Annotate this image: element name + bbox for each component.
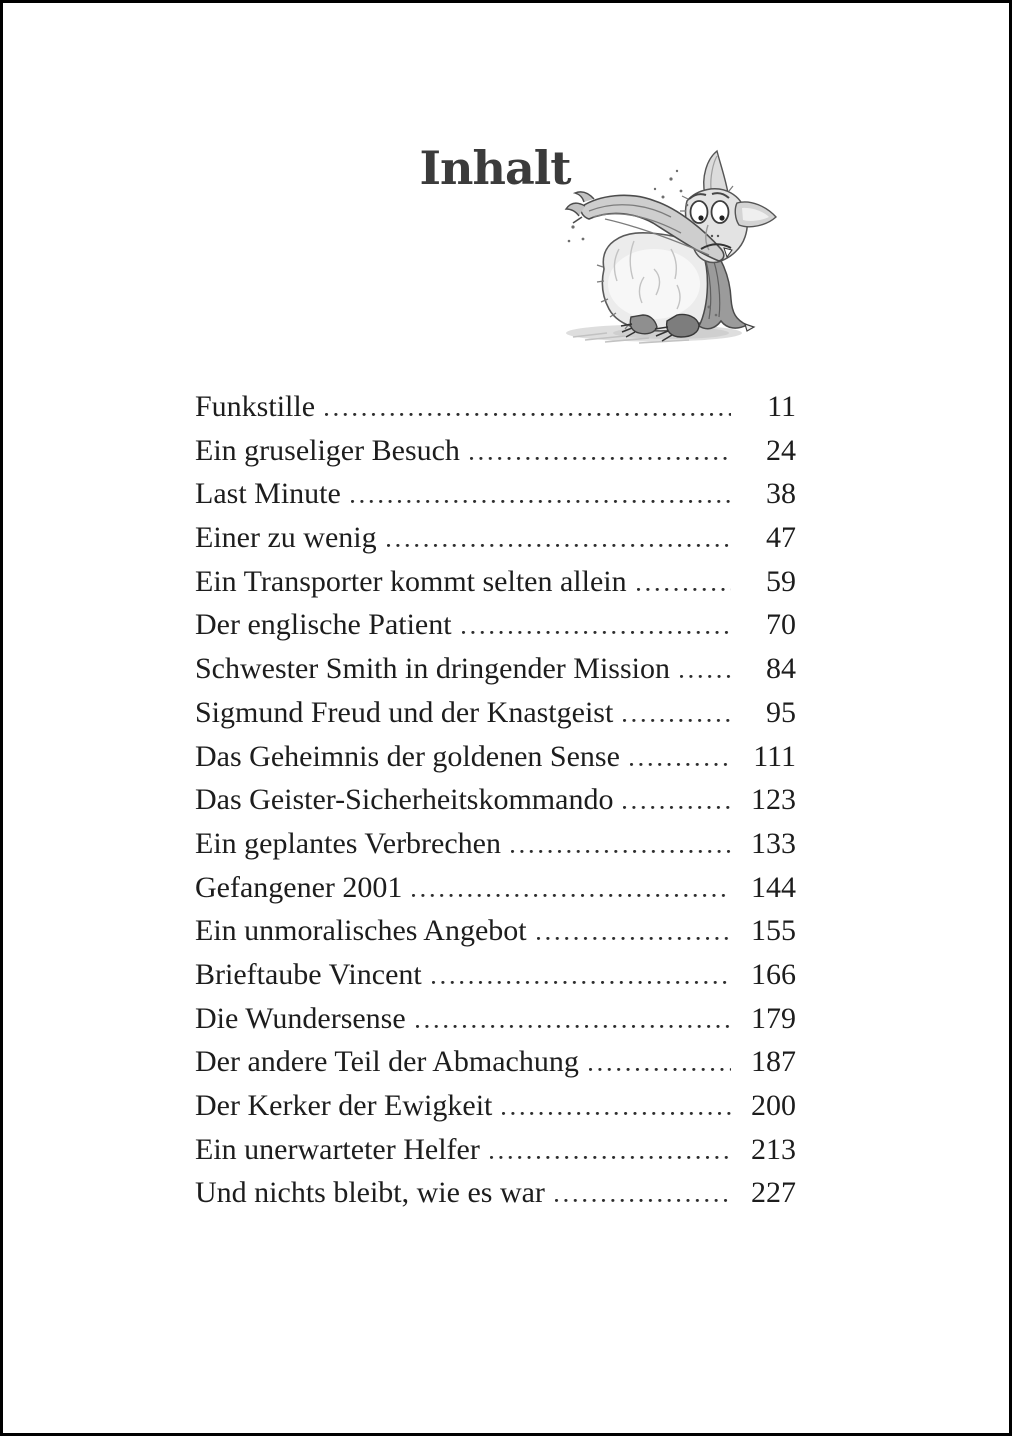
- toc-entry-page: 200: [751, 1089, 796, 1122]
- dot-leader: [325, 385, 731, 429]
- toc-row: [195, 516, 796, 560]
- toc-row: [195, 822, 796, 866]
- dot-leader: [537, 909, 731, 953]
- toc-row: [195, 647, 796, 691]
- toc-entry-page: 144: [751, 870, 796, 904]
- toc-list: [195, 385, 796, 1215]
- dot-leader: [351, 472, 731, 516]
- toc-entry-page: 111: [753, 739, 796, 773]
- toc-entry-title: Der Kerker der Ewigkeit: [195, 1089, 493, 1122]
- dot-leader: [511, 822, 731, 866]
- toc-row: [195, 1040, 796, 1084]
- toc-entry-page: 24: [766, 433, 796, 467]
- dot-leader: [462, 603, 731, 647]
- toc-entry-title: Die Wundersense: [195, 1001, 406, 1035]
- toc-entry-page: 47: [766, 521, 796, 555]
- toc-row: [195, 866, 796, 910]
- toc-row: [195, 691, 796, 735]
- toc-entry-page: 227: [751, 1176, 796, 1210]
- toc-entry-title: Schwester Smith in dringender Mission: [195, 652, 670, 686]
- toc-entry-title: Brieftaube Vincent: [195, 957, 422, 991]
- dot-leader: [623, 691, 731, 735]
- toc-entry-page: 59: [766, 564, 796, 598]
- toc-row: [195, 385, 796, 429]
- toc-entry-title: Ein Transporter kommt selten allein: [195, 564, 627, 598]
- toc-row: [195, 1084, 796, 1128]
- toc-entry-page: 84: [766, 652, 796, 686]
- dot-leader: [432, 953, 731, 997]
- dot-leader: [589, 1040, 731, 1084]
- toc-entry-title: Ein unerwarteter Helfer: [195, 1132, 480, 1166]
- dot-leader: [387, 516, 731, 560]
- toc-entry-page: 11: [767, 390, 796, 423]
- toc-row: [195, 429, 796, 473]
- toc-row: [195, 778, 796, 822]
- dot-leader: [623, 778, 731, 822]
- toc-row: [195, 560, 796, 604]
- toc-entry-title: Ein unmoralisches Angebot: [195, 914, 527, 948]
- toc-entry-page: 166: [751, 957, 796, 991]
- toc-entry-page: 95: [766, 695, 796, 729]
- dot-leader: [630, 735, 731, 779]
- toc-entry-title: Last Minute: [195, 477, 341, 511]
- toc-entry-title: Sigmund Freud und der Knastgeist: [195, 695, 614, 729]
- toc-entry-page: 155: [751, 914, 796, 948]
- toc-row: [195, 1171, 796, 1215]
- toc-entry-title: Der andere Teil der Abmachung: [195, 1045, 579, 1079]
- dot-leader: [680, 647, 731, 691]
- toc-row: [195, 953, 796, 997]
- dot-leader: [502, 1084, 731, 1128]
- toc-entry-title: Und nichts bleibt, wie es war: [195, 1176, 545, 1210]
- toc-entry-page: 179: [751, 1001, 796, 1035]
- toc-row: [195, 603, 796, 647]
- toc-entry-page: 70: [766, 608, 796, 642]
- toc-entry-title: Einer zu wenig: [195, 521, 377, 555]
- dot-leader: [555, 1171, 731, 1215]
- dot-leader: [412, 866, 731, 910]
- toc-row: [195, 472, 796, 516]
- toc-entry-title: Funkstille: [195, 390, 316, 423]
- toc-entry-page: 187: [751, 1045, 796, 1079]
- toc-entry-page: 38: [766, 477, 796, 511]
- page-title: Inhalt: [419, 141, 571, 195]
- dot-leader: [637, 560, 731, 604]
- bat-illustration: [559, 149, 779, 354]
- toc-entry-page: 133: [751, 826, 796, 860]
- toc-entry-page: 123: [751, 783, 796, 817]
- toc-row: [195, 735, 796, 779]
- toc-row: [195, 997, 796, 1041]
- toc-row: [195, 909, 796, 953]
- dot-leader: [470, 429, 731, 473]
- toc-entry-page: 213: [751, 1132, 796, 1166]
- toc-entry-title: Ein gruseliger Besuch: [195, 433, 460, 467]
- dot-leader: [490, 1128, 731, 1172]
- toc-entry-title: Gefangener 2001: [195, 870, 403, 904]
- toc-entry-title: Das Geheimnis der goldenen Sense: [195, 739, 620, 773]
- toc-entry-title: Ein geplantes Verbrechen: [195, 826, 501, 860]
- toc-entry-title: Der englische Patient: [195, 608, 452, 642]
- toc-row: [195, 1128, 796, 1172]
- dot-leader: [416, 997, 731, 1041]
- toc-entry-title: Das Geister-Sicherheitskommando: [195, 783, 614, 817]
